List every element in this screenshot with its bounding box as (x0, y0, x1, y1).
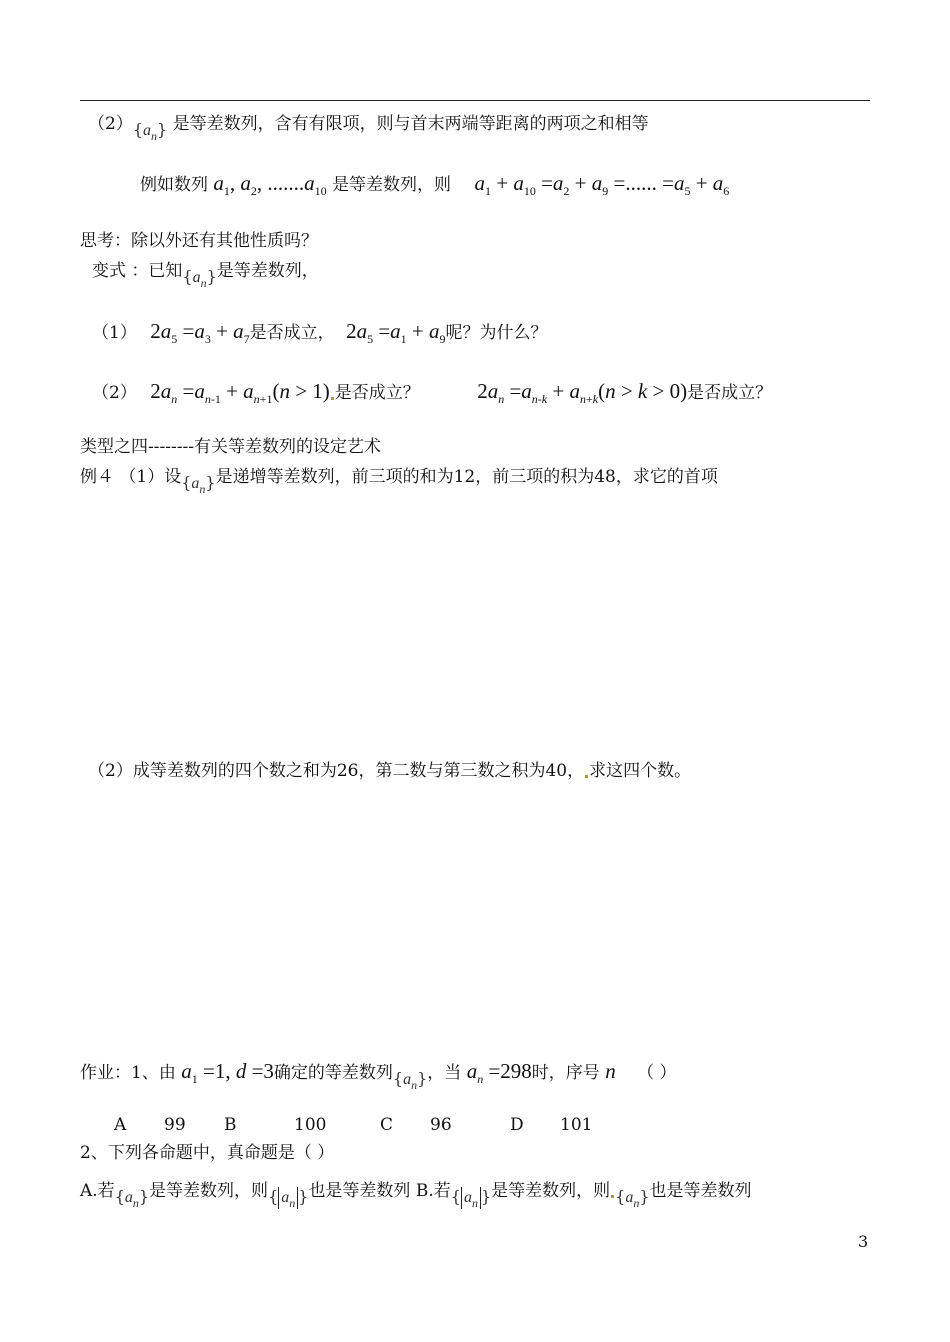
sequence-formula: $a_1$, $a_2$, $.......a_{10}$ (213, 171, 327, 198)
variant-line (92, 260, 319, 290)
option-text: 是等差数列，则 (149, 1181, 269, 1201)
formula-2an-k: $2a_n =a_{n-k} + a_{n+k}(n > k > 0)$ (477, 379, 688, 406)
variant-q1-line (92, 320, 548, 344)
homework-2-line: 2、下列各命题中，真命题是（ ） (80, 1143, 335, 1163)
choice-letter: C (380, 1115, 394, 1135)
homework-comma: ，当 (427, 1063, 462, 1083)
option-text: 是等差数列，则 (491, 1181, 611, 1201)
problem-text: 求这四个数。 (589, 761, 692, 781)
header-rule (80, 100, 870, 101)
abs-sequence-symbol: { $a_n$ } (450, 1187, 492, 1210)
homework-1-choices (114, 1114, 610, 1136)
sequence-an-symbol: $\{a_n\}$ (392, 1069, 428, 1092)
sequence-an-symbol: $\{a_n\}$ (615, 1187, 650, 1210)
term-value: $a_n =298$ (466, 1059, 532, 1086)
sequence-an-symbol: $\{a_n\}$ (132, 120, 168, 143)
question-text: 呢？为什么？ (445, 323, 548, 343)
formula-2a5-alt: $2a_5 =a_1 + a_9$ (346, 319, 446, 346)
answer-blank: （ ） (637, 1063, 677, 1083)
equal-sum-formula: $a_1 + a_{10} =a_2 + a_9$ =...... $=a_5 + a_6$ (474, 171, 730, 198)
think-line: 思考：除以外还有其他性质吗？ (80, 231, 318, 251)
abs-sequence-symbol: { $a_n$ } (268, 1187, 309, 1210)
property-2-line (88, 113, 649, 143)
example-4-part2-line (88, 760, 691, 782)
homework-lead: 作业：1、由 (80, 1063, 176, 1083)
problem-text: （2）成等差数列的四个数之和为26，第二数与第三数之积为40， (88, 761, 585, 781)
question-text: 是否成立， (249, 323, 335, 343)
option-text: 也是等差数列 (649, 1181, 752, 1201)
choice-value: 96 (430, 1115, 452, 1135)
example-4-line (80, 466, 718, 496)
sequence-an-symbol: $\{a_n\}$ (181, 473, 216, 496)
example-line (140, 172, 729, 196)
homework-mid: 确定的等差数列 (273, 1063, 393, 1083)
choice-letter: A (114, 1115, 127, 1135)
option-lead: A.若 (80, 1181, 115, 1201)
formula-2a5: $2a_5 =a_3 + a_7$ (150, 319, 250, 346)
item-number: （1） (92, 323, 137, 343)
choice-value: 101 (560, 1115, 593, 1135)
question-text: 是否成立？ (334, 383, 420, 403)
sequence-an-symbol: $\{a_n\}$ (182, 267, 217, 290)
homework-1-line (80, 1059, 677, 1092)
sequence-an-symbol: $\{a_n\}$ (114, 1187, 150, 1210)
page-number: 3 (858, 1232, 869, 1251)
variant-tail: 是等差数列， (216, 261, 319, 281)
option-text: 也是等差数列 B.若 (308, 1181, 451, 1201)
example-mid: 是等差数列，则 (332, 175, 452, 195)
mark-dot (331, 397, 334, 400)
section-heading: 类型之四--------有关等差数列的设定艺术 (80, 437, 381, 457)
initial-conditions: $a_1 =1$, d =3 (181, 1059, 274, 1086)
choice-letter: D (510, 1115, 524, 1135)
question-text: 是否成立？ (687, 383, 773, 403)
variant-lead: 变式 ：已知 (92, 261, 183, 281)
example-lead: 例４ （1）设 (80, 467, 182, 487)
choice-letter: B (224, 1115, 237, 1135)
mark-dot (611, 1195, 614, 1198)
variable-n: n (605, 1059, 616, 1083)
homework-tail: 时，序号 (531, 1063, 600, 1083)
variant-q2-line (92, 380, 772, 404)
example-lead: 例如数列 (140, 175, 208, 195)
choice-value: 99 (164, 1115, 186, 1135)
example-tail: 是递增等差数列，前三项的和为12，前三项的积为48，求它的首项 (215, 467, 718, 487)
property-text: 是等差数列，含有有限项，则与首末两端等距离的两项之和相等 (172, 114, 649, 134)
mark-dot (585, 775, 588, 778)
choice-value: 100 (294, 1115, 327, 1135)
homework-2-options-line (80, 1180, 752, 1210)
item-number: （2） (88, 114, 133, 134)
item-number: （2） (92, 383, 137, 403)
formula-2an: $2a_n =a_{n-1} + a_{n+1}(n > 1)$ (150, 379, 330, 406)
